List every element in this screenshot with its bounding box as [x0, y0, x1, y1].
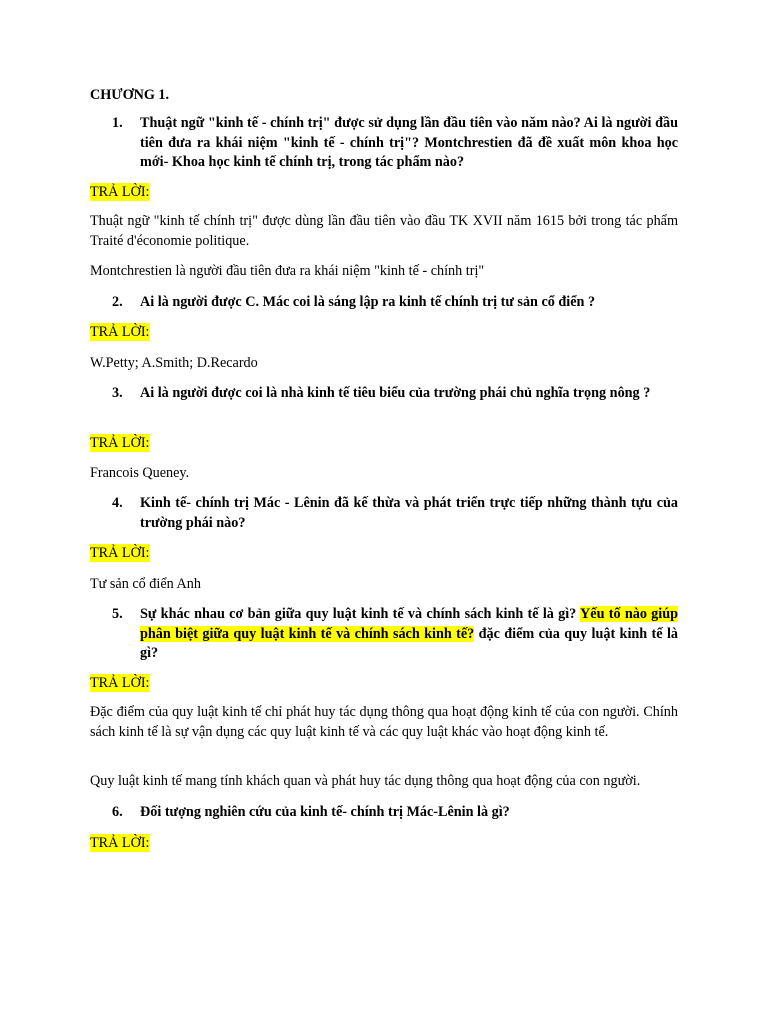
question-number: 5. [112, 606, 123, 622]
question-6 [90, 803, 678, 823]
highlighted-question-text: Yếu tố nào giúp phân biệt giữa quy luật kinh tế và chính sách kinh tế? [140, 606, 679, 642]
question-1 [90, 114, 678, 173]
question-2 [90, 293, 678, 313]
answer-text: Francois Queney. [90, 465, 190, 481]
question-text: Kinh tế- chính trị Mác - Lênin đã kế thừa và phát triển trực tiếp những thành tựu của trường phái nào? [140, 495, 678, 531]
chapter-heading: CHƯƠNG 1. [90, 87, 170, 103]
answer-text: Đặc điểm của quy luật kinh tế chỉ phát huy tác dụng thông qua hoạt động kinh tế của con người. Chính sách kinh tế là sự vận dụng các quy luật kinh tế và các quy luật khác vào hoạt động kinh tế. [90, 704, 678, 740]
question-text: Thuật ngữ "kinh tế - chính trị" được sử dụng lần đầu tiên vào năm nào? Ai là người đầu tiên đưa ra khái niệm "kinh tế - chính trị"? Montchrestien đã đề xuất môn khoa học mới- Khoa học kinh tế chính trị, trong tác phẩm nào? [140, 115, 678, 170]
answer-text: Tư sản cổ điển Anh [90, 576, 201, 592]
answer-label: TRẢ LỜI: [90, 435, 150, 451]
question-4 [90, 494, 678, 533]
answer-text: Quy luật kinh tế mang tính khách quan và phát huy tác dụng thông qua hoạt động của con người. [90, 773, 641, 789]
question-3 [90, 384, 678, 404]
answer-label: TRẢ LỜI: [90, 835, 150, 851]
question-text: Ai là người được coi là nhà kinh tế tiêu biểu của trường phái chủ nghĩa trọng nông ? [140, 385, 651, 401]
question-number: 6. [112, 804, 123, 820]
question-5 [90, 605, 678, 664]
question-text [140, 605, 678, 664]
answer-label: TRẢ LỜI: [90, 184, 150, 200]
question-text: Ai là người được C. Mác coi là sáng lập ra kinh tế chính trị tư sản cổ điển ? [140, 294, 596, 310]
question-number: 4. [112, 495, 123, 511]
answer-label: TRẢ LỜI: [90, 324, 150, 340]
answer-label: TRẢ LỜI: [90, 545, 150, 561]
question-number: 2. [112, 294, 123, 310]
answer-text: W.Petty; A.Smith; D.Recardo [90, 355, 258, 371]
question-text-part: Sự khác nhau cơ bản giữa quy luật kinh tế và chính sách kinh tế là gì? [140, 606, 581, 622]
question-text: Đối tượng nghiên cứu của kinh tế- chính trị Mác-Lênin là gì? [140, 804, 510, 820]
question-number: 3. [112, 385, 123, 401]
question-number: 1. [112, 115, 123, 131]
question-text-part: đặc điểm của quy luật kinh tế là gì? [140, 625, 678, 661]
answer-text: Thuật ngữ "kinh tế chính trị" được dùng lần đầu tiên vào đầu TK XVII năm 1615 bởi trong tác phẩm Traité d'économie politique. [90, 213, 678, 249]
answer-text: Montchrestien là người đầu tiên đưa ra khái niệm "kinh tế - chính trị" [90, 263, 485, 279]
answer-label: TRẢ LỜI: [90, 675, 150, 691]
